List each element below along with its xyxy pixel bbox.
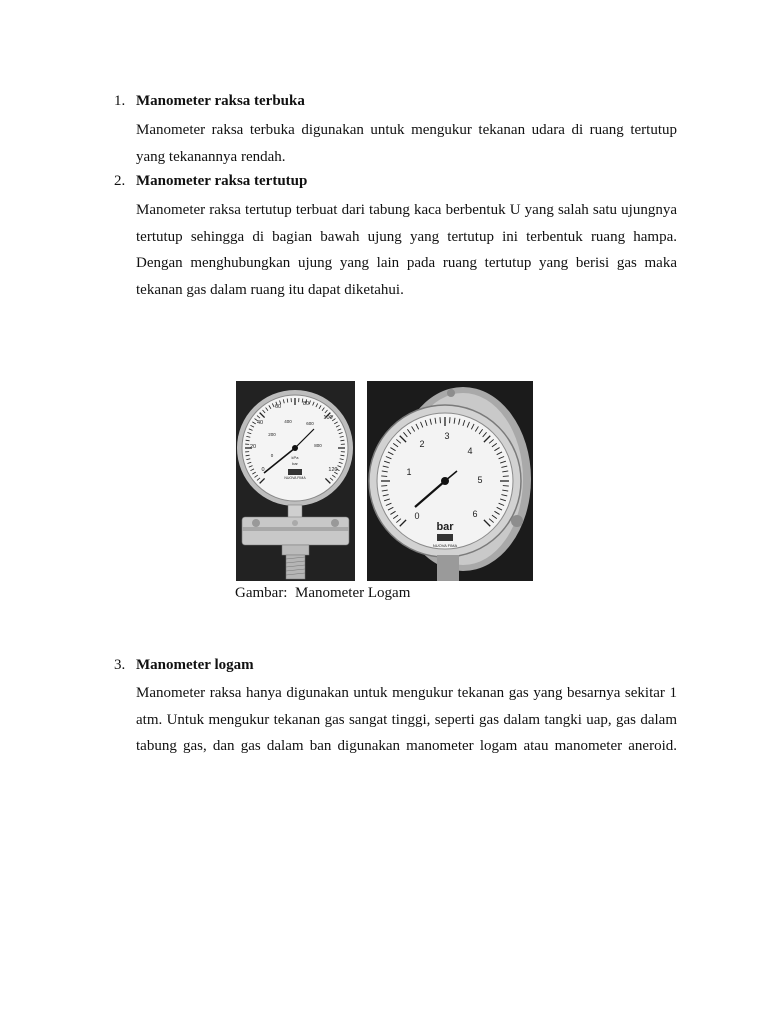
svg-text:60: 60 (274, 404, 282, 410)
svg-text:200: 200 (268, 432, 276, 437)
item-1-number: 1. (114, 93, 126, 109)
bourdon-gauge-image (367, 381, 533, 581)
svg-text:120: 120 (328, 467, 338, 473)
svg-text:100: 100 (323, 415, 333, 421)
svg-text:1: 1 (406, 467, 412, 477)
svg-text:20: 20 (249, 444, 257, 450)
svg-text:bar: bar (436, 521, 454, 533)
svg-text:NUOVA FIMA: NUOVA FIMA (432, 543, 458, 548)
diaphragm-gauge-photo (236, 381, 355, 581)
svg-text:3: 3 (444, 431, 450, 441)
svg-text:NUOVA FIMA: NUOVA FIMA (284, 476, 306, 480)
svg-text:4: 4 (467, 446, 473, 456)
svg-text:5: 5 (477, 475, 483, 485)
svg-text:0: 0 (414, 511, 420, 521)
diaphragm-gauge-image (236, 381, 355, 581)
figure-caption: Gambar: Manometer Logam (235, 585, 411, 601)
svg-text:400: 400 (284, 419, 292, 424)
svg-text:bar: bar (292, 461, 298, 466)
item-2-heading: Manometer raksa tertutup (136, 173, 308, 189)
svg-text:kPa: kPa (291, 455, 299, 460)
item-3-heading: Manometer logam (136, 657, 254, 673)
item-1-heading: Manometer raksa terbuka (136, 93, 305, 109)
svg-text:600: 600 (306, 421, 314, 426)
svg-text:80: 80 (302, 401, 310, 407)
svg-text:0: 0 (261, 467, 265, 473)
svg-text:800: 800 (314, 443, 322, 448)
item-3-number: 3. (114, 657, 126, 673)
item-2-number: 2. (114, 173, 126, 189)
item-3-paragraph: Manometer raksa hanya digunakan untuk mengukur tekanan gas yang besarnya sekitar 1 atm. Untuk mengukur tekanan gas sangat tinggi, seperti gas dalam tangki uap, gas dalam tabung gas, dan gas dalam ban digunakan manometer logam atau manometer aneroid. (136, 685, 677, 754)
svg-text:2: 2 (419, 439, 425, 449)
item-2-paragraph: Manometer raksa tertutup terbuat dari tabung kaca berbentuk U yang salah satu ujungnya tertutup sehingga di bagian bawah ujung yang tertutup ini terbentuk ruang hampa. Dengan menghubungkan ujung yang lain pada ruang tertutup yang berisi gas maka tekanan gas dalam ruang itu dapat diketahui. (136, 202, 677, 298)
svg-text:40: 40 (256, 420, 264, 426)
svg-text:0: 0 (270, 453, 274, 458)
bourdon-gauge-photo (367, 381, 533, 581)
svg-text:6: 6 (472, 509, 478, 519)
item-1-paragraph: Manometer raksa terbuka digunakan untuk mengukur tekanan udara di ruang tertutup yang tekanannya rendah. (136, 122, 677, 165)
